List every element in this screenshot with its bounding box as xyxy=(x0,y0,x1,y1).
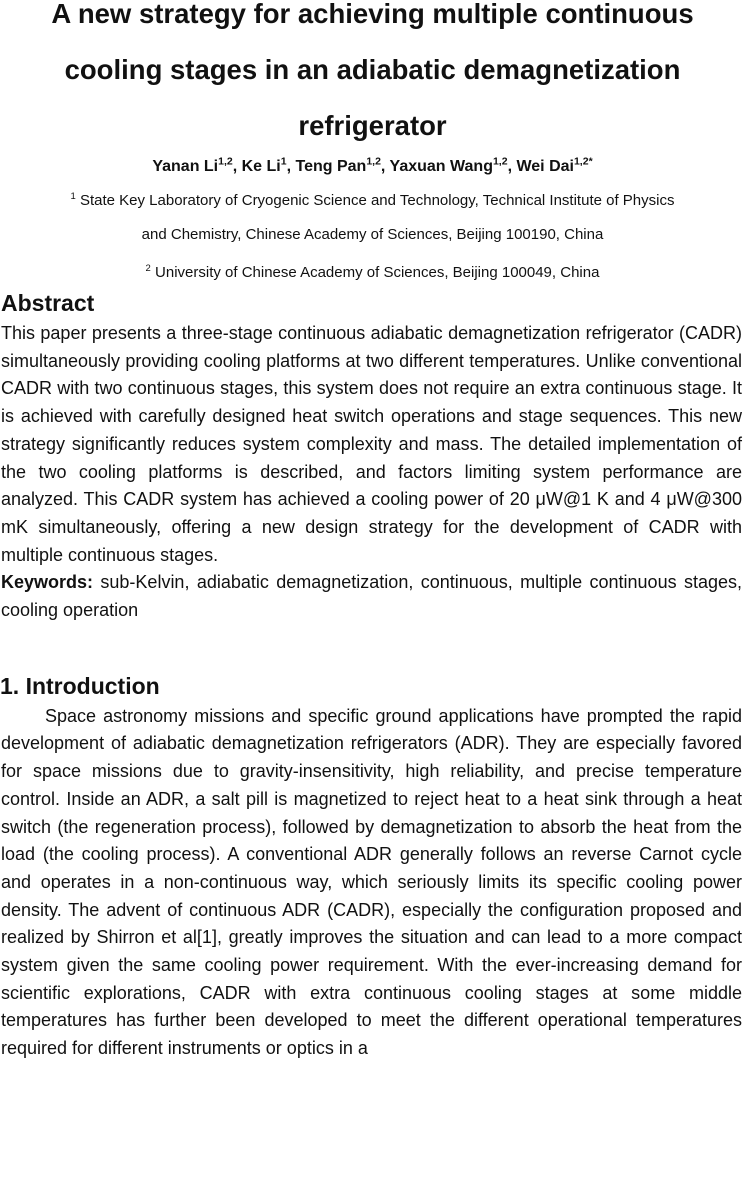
author-affiliation-mark: 1,2* xyxy=(573,155,593,168)
title-line: refrigerator xyxy=(298,110,447,141)
abstract-heading: Abstract xyxy=(1,290,95,316)
author-name: Yaxuan Wang xyxy=(389,158,493,175)
author-affiliation-mark: 1,2 xyxy=(366,155,381,168)
author-name: Wei Dai xyxy=(516,158,574,175)
title-line: A new strategy for achieving multiple continuous xyxy=(51,0,694,29)
affiliation-1-line-2: and Chemistry, Chinese Academy of Sciences, Beijing 100190, China xyxy=(141,226,604,243)
introduction-heading: 1. Introduction xyxy=(0,672,160,699)
author-name: Ke Li xyxy=(241,158,281,175)
abstract-text: This paper presents a three-stage continuous adiabatic demagnetization refrigerator (CADR) simultaneously providing cooling platforms at two different temperatures. Unlike conventional CADR with two continuous stages, this system does not require an extra continuous stage. It is achieved with carefully designed heat switch operations and stage sequences. This new strategy significantly reduces system complexity and mass. The detailed implementation of the two cooling platforms is described, and factors limiting system performance are analyzed. This CADR system has achieved a cooling power of 20 μW@1 K and 4 μW@300 mK simultaneously, offering a new design strategy for the development of CADR with multiple continuous stages. xyxy=(1,323,742,565)
affiliation-2: $^2$ University of Chinese Academy of Sciences, Beijing 100049, China xyxy=(145,263,600,281)
affiliation-1-line-1: $^1$ State Key Laboratory of Cryogenic Science and Technology, Technical Institute of Physics xyxy=(70,191,675,209)
author-affiliation-mark: 1,2 xyxy=(492,155,508,168)
affiliations xyxy=(0,180,745,290)
keywords-text: sub-Kelvin, adiabatic demagnetization, continuous, multiple continuous stages, cooling operation xyxy=(1,572,742,621)
affiliation-1-mark: 1 xyxy=(70,191,76,202)
author-name: Teng Pan xyxy=(295,158,367,175)
paper-title xyxy=(0,0,745,154)
keywords xyxy=(0,569,745,624)
keywords-label: Keywords: xyxy=(1,572,94,593)
author-affiliation-mark: 1 xyxy=(280,155,287,168)
author-name: Yanan Li xyxy=(152,158,219,175)
author-list: Yanan Li$^{1,2}$, Ke Li$^1$, Teng Pan$^{1,2}$, Yaxuan Wang$^{1,2}$, Wei Dai$^{1,2*}$ xyxy=(152,155,593,175)
introduction-text: Space astronomy missions and specific ground applications have prompted the rapid development of adiabatic demagnetization refrigerators (ADR). They are especially favored for space missions due to gravity-insensitivity, high reliability, and precise temperature control. Inside an ADR, a salt pill is magnetized to reject heat to a heat sink through a heat switch (the regeneration process), followed by demagnetization to absorb the heat from the load (the cooling process). A conventional ADR generally follows an reverse Carnot cycle and operates in a non-continuous way, which seriously limits its specific cooling power density. The advent of continuous ADR (CADR), especially the configuration proposed and realized by Shirron et al[1], greatly improves the situation and can lead to a more compact system given the same cooling power requirement. With the ever-increasing demand for scientific explorations, CADR with extra continuous cooling stages at some middle temperatures has further been developed to meet the different operational temperatures required for different instruments or optics in a xyxy=(1,705,742,1059)
author-affiliation-mark: 1,2 xyxy=(218,155,233,168)
affiliation-2-mark: 2 xyxy=(145,263,151,274)
title-line: cooling stages in an adiabatic demagnetization xyxy=(64,54,681,85)
